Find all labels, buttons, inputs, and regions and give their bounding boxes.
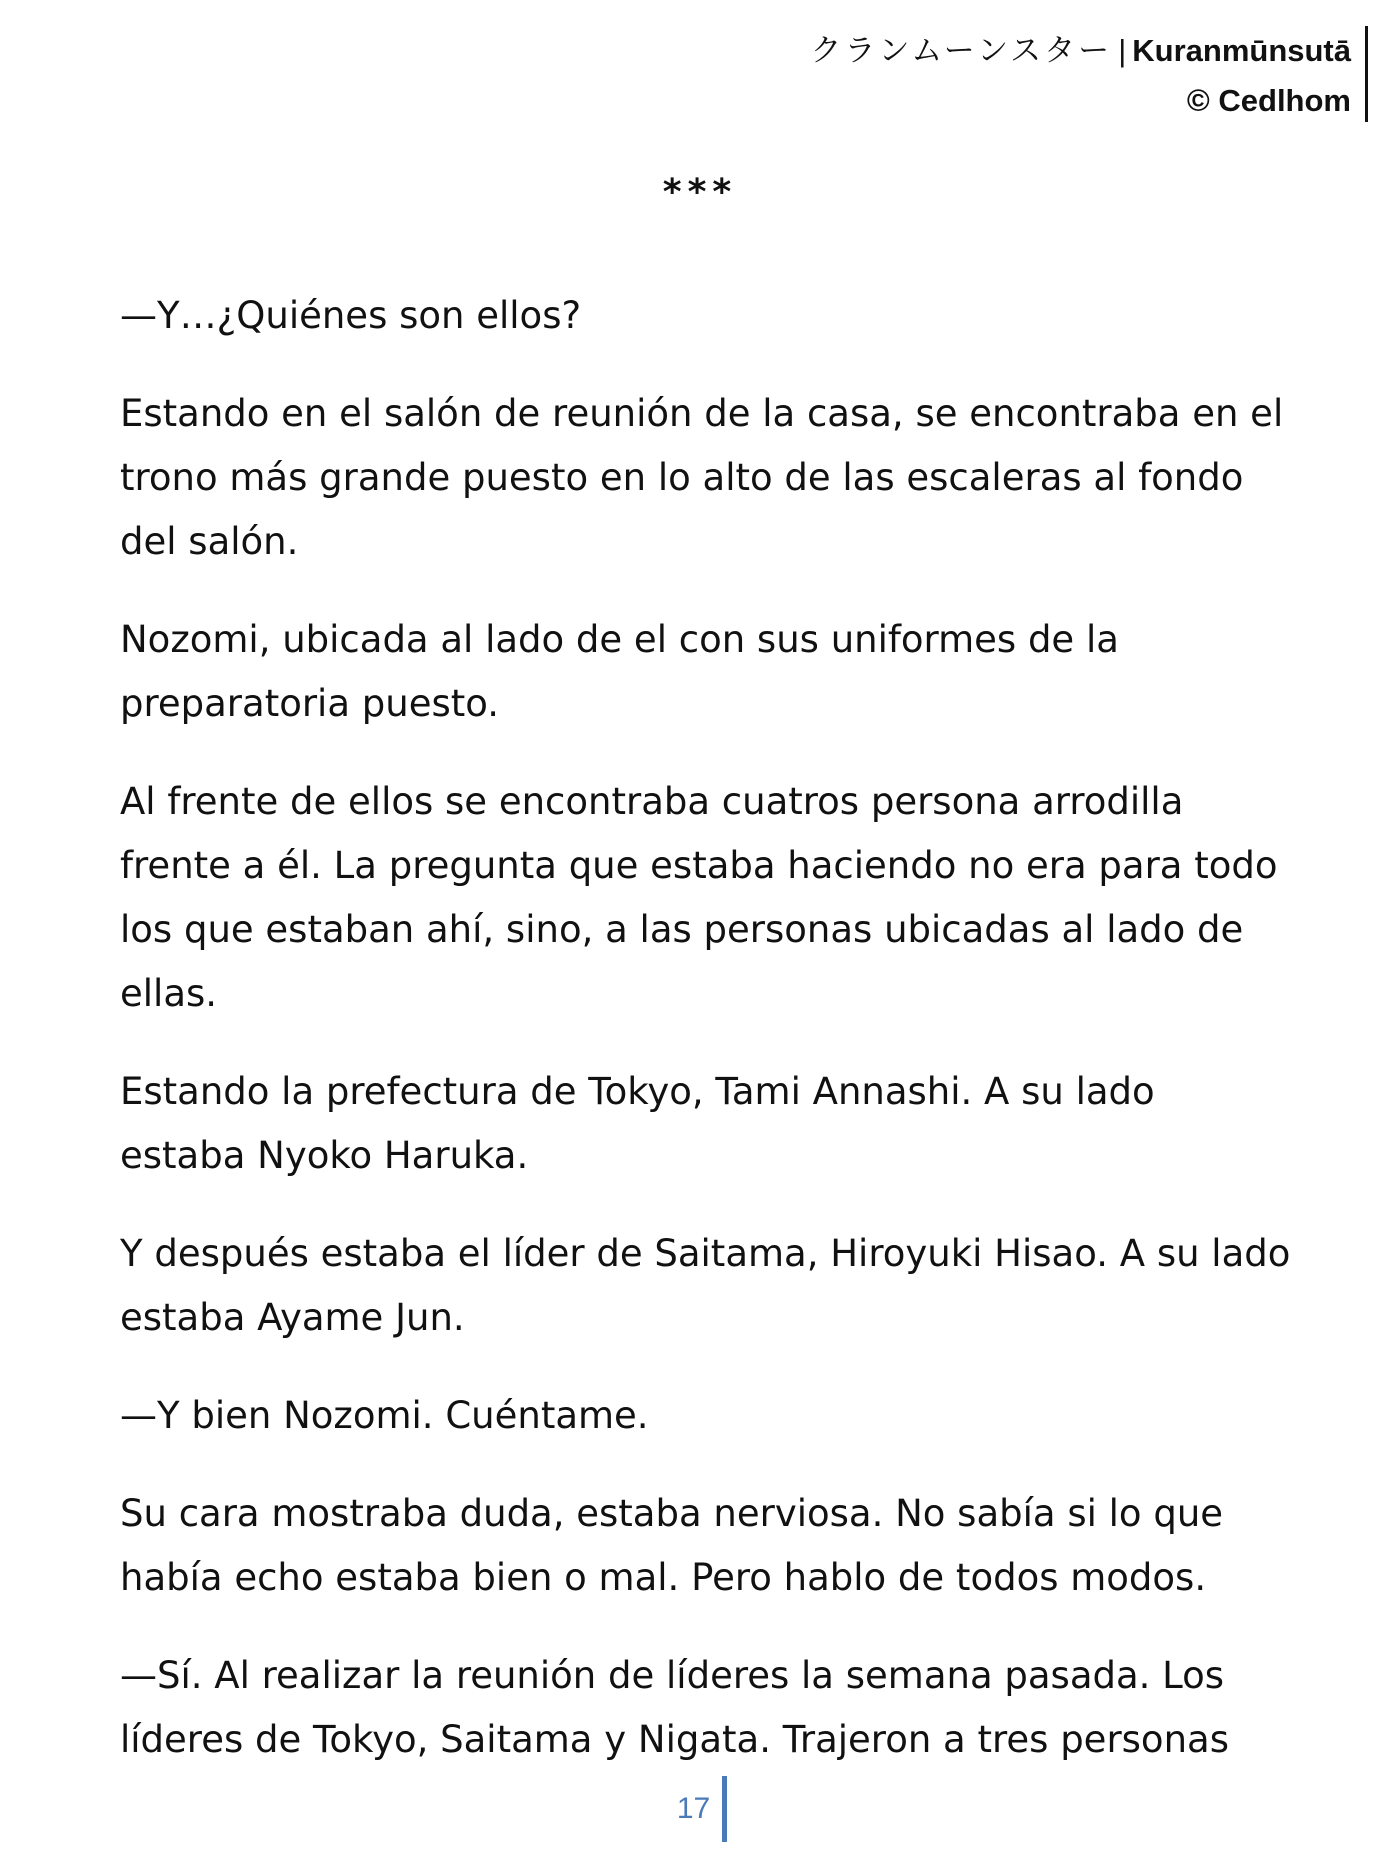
header-title-japanese: クランムーンスター	[810, 33, 1113, 69]
footer-vertical-rule	[722, 1776, 727, 1842]
paragraph: Estando la prefectura de Tokyo, Tami Annashi. A su lado estaba Nyoko Haruka.	[120, 1070, 1155, 1177]
section-break: ***	[662, 172, 738, 213]
header-vertical-rule	[1365, 26, 1368, 122]
header-author: © Cedlhom	[1186, 83, 1351, 118]
paragraph: Estando en el salón de reunión de la casa, se encontraba en el trono más grande puesto en lo alto de las escaleras al fondo del salón.	[120, 392, 1284, 563]
body-text	[120, 284, 1320, 1806]
page-footer	[0, 1776, 1400, 1842]
page-header	[811, 26, 1368, 126]
header-separator: |	[1118, 33, 1127, 68]
paragraph: Al frente de ellos se encontraba cuatros persona arrodilla frente a él. La pregunta que estaba haciendo no era para todo los que estaban ahí, sino, a las personas ubicadas al lado de ellas.	[120, 780, 1278, 1015]
header-title	[811, 26, 1351, 76]
paragraph: —Y bien Nozomi. Cuéntame.	[120, 1394, 649, 1437]
page-number: 17	[676, 1792, 711, 1825]
paragraph: Su cara mostraba duda, estaba nerviosa. No sabía si lo que había echo estaba bien o mal. Pero hablo de todos modos.	[120, 1492, 1224, 1599]
paragraph: Nozomi, ubicada al lado de el con sus uniformes de la preparatoria puesto.	[120, 618, 1119, 725]
paragraph: Y después estaba el líder de Saitama, Hiroyuki Hisao. A su lado estaba Ayame Jun.	[120, 1232, 1291, 1339]
paragraph: —Y…¿Quiénes son ellos?	[120, 294, 582, 337]
header-text	[811, 26, 1365, 126]
header-title-romaji: Kuranmūnsutā	[1132, 33, 1351, 68]
paragraph: —Sí. Al realizar la reunión de líderes la semana pasada. Los líderes de Tokyo, Saitama y Nigata. Trajeron a tres personas	[120, 1654, 1229, 1761]
